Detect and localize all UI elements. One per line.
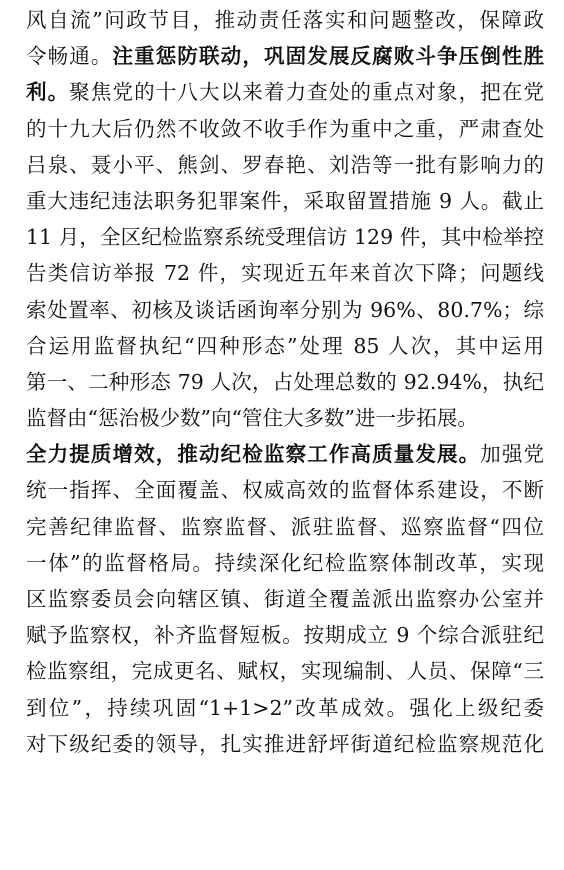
paragraph-line — [26, 255, 544, 291]
paragraph-line — [26, 38, 544, 74]
text-run: 重大违纪违法职务犯罪案件，采取留置措施 9 人。截止 — [26, 188, 544, 213]
paragraph-line — [26, 111, 544, 147]
text-run: 聚焦党的十八大以来着力查处的重点对象，把在党 — [69, 80, 544, 105]
paragraph-line — [26, 2, 544, 38]
text-run: 11 月，全区纪检监察系统受理信访 129 件，其中检举控 — [26, 225, 544, 250]
text-run: 对下级纪委的领导，扎实推进舒坪街道纪检监察规范化 — [26, 731, 544, 756]
paragraph-line — [26, 436, 544, 472]
text-run: 告类信访举报 72 件，实现近五年来首次下降；问题线 — [26, 261, 544, 286]
text-run: 监督由“惩治极少数”向“管住大多数”进一步拓展。 — [26, 406, 478, 431]
text-run: 风自流”问政节目，推动责任落实和问题整改，保障政 — [26, 8, 544, 32]
text-run: 检监察组，完成更名、赋权，实现编制、人员、保障“三 — [26, 659, 544, 684]
paragraph-line — [26, 74, 544, 110]
paragraph-line — [26, 400, 544, 436]
paragraph-line — [26, 581, 544, 617]
paragraph-line — [26, 292, 544, 328]
paragraph-line — [26, 183, 544, 219]
paragraph-line — [26, 617, 544, 653]
text-run: 第一、二种形态 79 人次，占处理总数的 92.94%，执纪 — [26, 369, 544, 394]
text-run: 索处置率、初核及谈话函询率分别为 96%、80.7%；综 — [26, 297, 544, 322]
text-run: 吕泉、聂小平、熊剑、罗春艳、刘浩等一批有影响力的 — [26, 152, 544, 177]
paragraph-line — [26, 472, 544, 508]
paragraph-line — [26, 545, 544, 581]
text-run: 合运用监督执纪“四种形态”处理 85 人次，其中运用 — [26, 333, 544, 358]
text-run: 的十九大后仍然不收敛不收手作为重中之重，严肃查处 — [26, 116, 544, 141]
text-run: 统一指挥、全面覆盖、权威高效的监督体系建设，不断 — [26, 478, 544, 503]
paragraph-line — [26, 328, 544, 364]
text-run: 加强党 — [480, 442, 544, 467]
paragraph-line — [26, 509, 544, 545]
text-run: 一体”的监督格局。持续深化纪检监察体制改革，实现 — [26, 550, 544, 575]
text-run: 令畅通。 — [26, 44, 113, 69]
text-run: 到位”，持续巩固“1+1>2”改革成效。强化上级纪委 — [26, 695, 544, 720]
paragraph-line — [26, 219, 544, 255]
paragraph-line — [26, 147, 544, 183]
text-run: 赋予监察权，补齐监督短板。按期成立 9 个综合派驻纪 — [26, 623, 544, 648]
bold-heading-run: 注重惩防联动，巩固发展反腐败斗争压倒性胜 — [112, 44, 544, 69]
bold-heading-run: 利。 — [26, 80, 70, 105]
paragraph-line — [26, 653, 544, 689]
paragraph-line — [26, 364, 544, 400]
bold-heading-run: 全力提质增效，推动纪检监察工作高质量发展。 — [26, 442, 481, 467]
paragraph-line — [26, 690, 544, 726]
text-run: 完善纪律监督、监察监督、派驻监督、巡察监督“四位 — [26, 514, 544, 539]
text-run: 区监察委员会向辖区镇、街道全覆盖派出监察办公室并 — [26, 587, 544, 611]
paragraph-line — [26, 726, 544, 762]
